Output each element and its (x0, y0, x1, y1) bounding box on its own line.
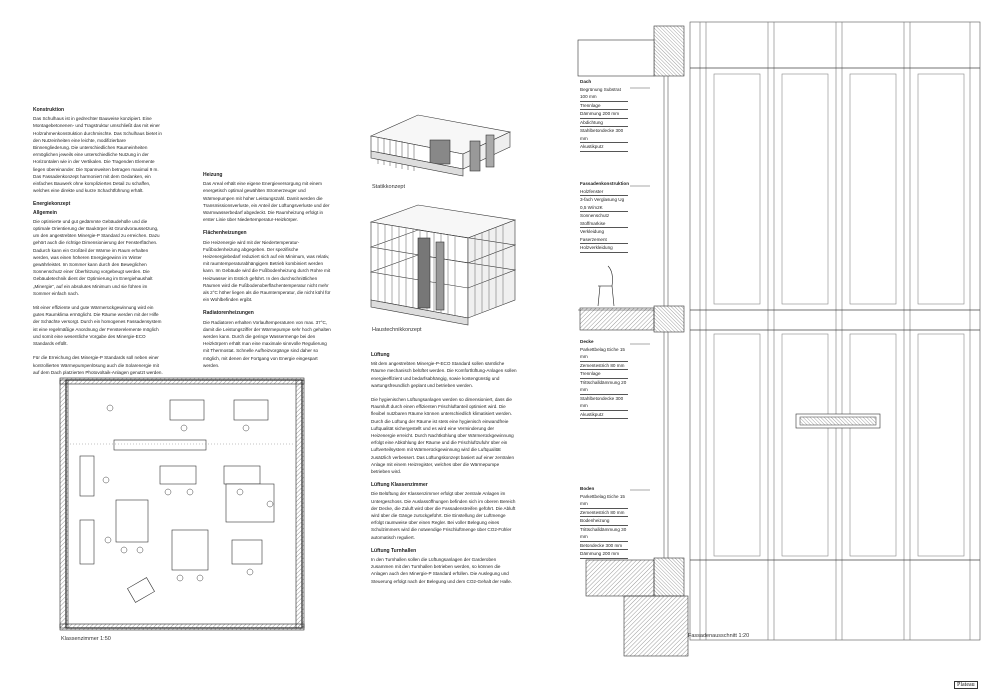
spec-dach-line: Abdichtung (580, 119, 628, 128)
paragraph-konstruktion: Das Schulhaus ist in gedrechter Bauweise konzipiert. Eine Montagebetonenen- und Tragstruktur umschließt das mit einer Holzrahmenkonstruktion durchmischte. Das Schulhaus bietet in den Nutzeinheiten eine leichte, modifizierbare Binnengliederung. Die unterschiedlichen Raumeinheiten ermöglichen jeweils eine unterschiedliche Nutzung in der Horizontalen wie in der Vertikalen. Die Tragenden Elemente liegen übereinander. Die Spannweiten betragen maximal 9 m. Das Fassadenkonzept harmoniert mit dem Gedanken, ein einfaches Bauwerk ohne kompliziertes Detail zu schaffen, welches eine direkte und kurze Schachtführung erhält. (33, 116, 162, 194)
paragraph-lueftung-detail: Die hygienischen Lüftungsanlagen werden so dimensioniert, dass die Raumluft durch einen effizienten Frischluftanteil optimiert wird. Die flexibel nutzbaren Räume können unterschiedlich klimatisiert werden. Durch die Lüftung der Räume ist stets eine hygienisch einwandfreie Luftqualität sichergestellt und es wird eine Verminderung der Heizenergie erreicht. Durch Nachtkühlung über Wärmerückgewinnung erfolgt eine Abkühlung der Räume und die Frischluftzufuhr über ein Luftverteilsystem mit Wärmerückgewinnung wird die Luftqualität zusätzlich verbessert. Das Lüftungskonzept basiert auf einer zentralen Anlage mit einem Heizregister, welches über die Wärmepumpe betrieben wird. (371, 397, 514, 475)
plateau-logo: Plateau (954, 681, 978, 689)
facade-section (578, 22, 980, 656)
spec-boden-line: Parkettbelag Eiche 15 mm (580, 493, 628, 509)
paragraph-lueftung: Mit dem angestrebten Minergie-P-ECO Standard sollen sämtliche Räume mechanisch belüftet werden. Die Komfortlüftung-Anlagen sollen energieeffizient und bedarfsabhängig, sowie kostengünstig und wartungsfreundlich geplant und betrieben werden. (371, 361, 517, 388)
paragraph-lueftung-klassenzimmer: Die Belüftung der Klassenzimmer erfolgt über zentrale Anlagen im Untergeschoss. Die Auslassöffnungen befinden sich im oberen Bereich der Decke, die Zuluft wird über die Fassadenstreifen geführt. Die Abluft wird über die Gänge zurückgeführt. Die Einstellung der Luftmenge erfolgt raumweise über einen Regler. Bei voller Belegung eines Schulzimmers wird die notwendige Frischluftmenge über CO2-Fühler automatisch reguliert. (371, 491, 516, 540)
spec-boden-line: Betondecke 300 mm (580, 542, 628, 551)
spec-decke-line: Parkettbelag Eiche 15 mm (580, 346, 628, 362)
spec-dach-line: Trennlage (580, 102, 628, 111)
heading-heizung: Heizung (203, 172, 223, 178)
spec-decke-line: Zementestrich 80 mm (580, 362, 628, 371)
spec-dach-title: Dach (580, 79, 592, 84)
spec-dach-line: Dämmung 200 mm (580, 110, 628, 119)
haustechnik-isometric (371, 205, 515, 325)
heading-lueftung-turnhallen: Lüftung Turnhallen (371, 547, 417, 554)
spec-boden-line: Dämmung 200 mm (580, 550, 628, 559)
spec-boden-title: Boden (580, 486, 595, 491)
paragraph-waermerueckgewinnung: Mit einer effiziente und gute Wärmerückgewinnung wird ein gutes Raumklima ermöglicht. Die Räume werden mit der Hilfe der Schächte versorgt. Durch ein homogenes Fassadensystem ist eine regelmäßige Anordnung der Fensterelemente möglich und somit eine wesentliche Vorgabe des Minergie-ECO Standards erfüllt. (33, 305, 162, 347)
spec-decke-line: Stahlbetondecke 300 mm (580, 395, 628, 411)
spec-dach-line: Akustikputz (580, 143, 628, 152)
spec-decke-line: Trittschalldämmung 20 mm (580, 379, 628, 395)
spec-decke-line: Trennlage (580, 370, 628, 379)
heading-lueftung: Lüftung (371, 352, 390, 358)
spec-fassade-title: Fassadenkonstruktion (580, 181, 630, 186)
paragraph-lueftung-turnhallen: In den Turnhallen sollen die Lüftungsanlagen der Garderoben zusammen mit den Turnhallen betrieben werden, so können die Anlagen auch den Minergie-P Standard erfüllen. Die Auslegung und Steuerung erfolgt nach der Belegung und dem CO2-Gehalt der Halle. (371, 557, 512, 584)
text-column-2 (203, 172, 333, 376)
heading-lueftung-klassenzimmer: Lüftung Klassenzimmer (371, 482, 428, 489)
paragraph-allgemein: Die optimierte und gut gedämmte Gebäudehülle und die optimale Orientierung der Baukörper ist Grundvoraussetzung, um den angestrebten Minergie-P Standard zu erreichen. Dazu gehört auch die richtige Dimensionierung der Fensterflächen. Dadurch kann ein Großteil der Wärme im Raum erhalten werden, was einen höheren Energiegewinn im Winter gewährleistet. Im Sommer kann durch den Beweglichen Sonnenschutz einer Überhitzung vorgebeugt werden. Die Gebäudetechnik dient der Optimierung im Energiehaushalt „Minergie“, auf ein absolutes Minimum und sie führen im Sommer einfach nach. (33, 218, 160, 296)
spec-fassade-line: Holzfenster (580, 188, 628, 197)
spec-boden-line: Bodenheizung (580, 517, 628, 526)
heading-radiatorenheizungen: Radiatorenheizungen (203, 310, 254, 317)
spec-boden-line: Trittschalldämmung 30 mm (580, 526, 628, 542)
statik-isometric (371, 115, 510, 176)
paragraph-solar: Für die Erreichung des Minergie-P Standards soll neben einer kontrollierten Wärmepumpenlösung auch die Solarenergie mit auf dem Dach platzierten Photovoltaik-Anlagen genutzt werden. (33, 355, 163, 375)
spec-boden-line: Zementestrich 80 mm (580, 509, 628, 518)
caption-klassenzimmer: Klassenzimmer 1:50 (61, 636, 111, 642)
spec-fassade-line: Holzverkleidung (580, 244, 628, 253)
text-column-3 (371, 352, 518, 592)
spec-fassade (580, 180, 629, 253)
spec-dach-line: Begrünung Substrat 100 mm (580, 86, 628, 102)
heading-flaechenheizungen: Flächenheizungen (203, 230, 247, 237)
spec-fassade-line: 3-fach Verglasung Ug 0,5 W/m2K (580, 196, 628, 212)
spec-decke-line: Akustikputz (580, 411, 628, 420)
paragraph-flaechenheizungen: Die Heizenergie wird mit der Niedertemperatur-Fußbodenheizung abgegeben. Der spezifische Heizenergiebedarf reduziert sich auf ein Minimum, was relativ, mit raumtemperaturabhängigem Betrieb kombiniert werden kann. Im Gebäude wird die Fußbodenheizung durch Rohre mit Heizwasser im Estrich geführt. In den durchschnittlichen Räumen wird die Fußbodenoberflächentemperatur nicht mehr als 2°C höher liegen als die Raumtemperatur, die nicht kühl für ein Wohlbefinden ergibt. (203, 239, 331, 303)
spec-decke (580, 338, 628, 419)
spec-boden (580, 485, 628, 559)
caption-fassadenausschnitt: Fassadenausschnitt 1:20 (688, 633, 750, 639)
spec-decke-title: Decke (580, 339, 594, 344)
heading-konstruktion: Konstruktion (33, 107, 65, 113)
paragraph-radiatorenheizungen: Die Radiatoren erhalten Vorlauftemperaturen von max. 37°C, damit die Leistungsziffer der Wärmepumpe sehr hoch gehalten werden kann. Durch die geringe Wassermenge bei den Heizkörpern erhält man eine maximale sinnvolle Regulierung mit Thermostat. Schnelle Aufheizvorgänge sind daher so möglich, mit denen der Fortgang von Energie eingespart werden. (203, 319, 331, 368)
heading-energiekonzept: Energiekonzept (33, 201, 71, 208)
spec-dach (580, 78, 628, 152)
caption-statikkonzept: Statikkonzept (372, 184, 406, 190)
paragraph-heizung: Das Areal erhält eine eigene Energieversorgung mit einem energetisch optimal gewählten Stromerzeuger und Wärmepumpen mit hoher Leistungszahl. Damit werden die Transmissionsverluste, ein Anteil der Lüftungsverluste und der Warmwasserbedarf abgedeckt. Die Raumheizung erfolgt in erster Linie über Niedertemperatur-Heizkörper. (203, 181, 330, 223)
spec-fassade-line: Sonnenschutz Stoffmarkise (580, 212, 628, 228)
classroom-plan (60, 378, 304, 630)
spec-dach-line: Stahlbetondecke 300 mm (580, 127, 628, 143)
caption-haustechnikkonzept: Haustechnikkonzept (372, 327, 422, 333)
spec-fassade-line: Verkleidung Faserzement (580, 228, 628, 244)
text-column-1 (33, 107, 163, 383)
heading-allgemein: Allgemein (33, 209, 57, 216)
